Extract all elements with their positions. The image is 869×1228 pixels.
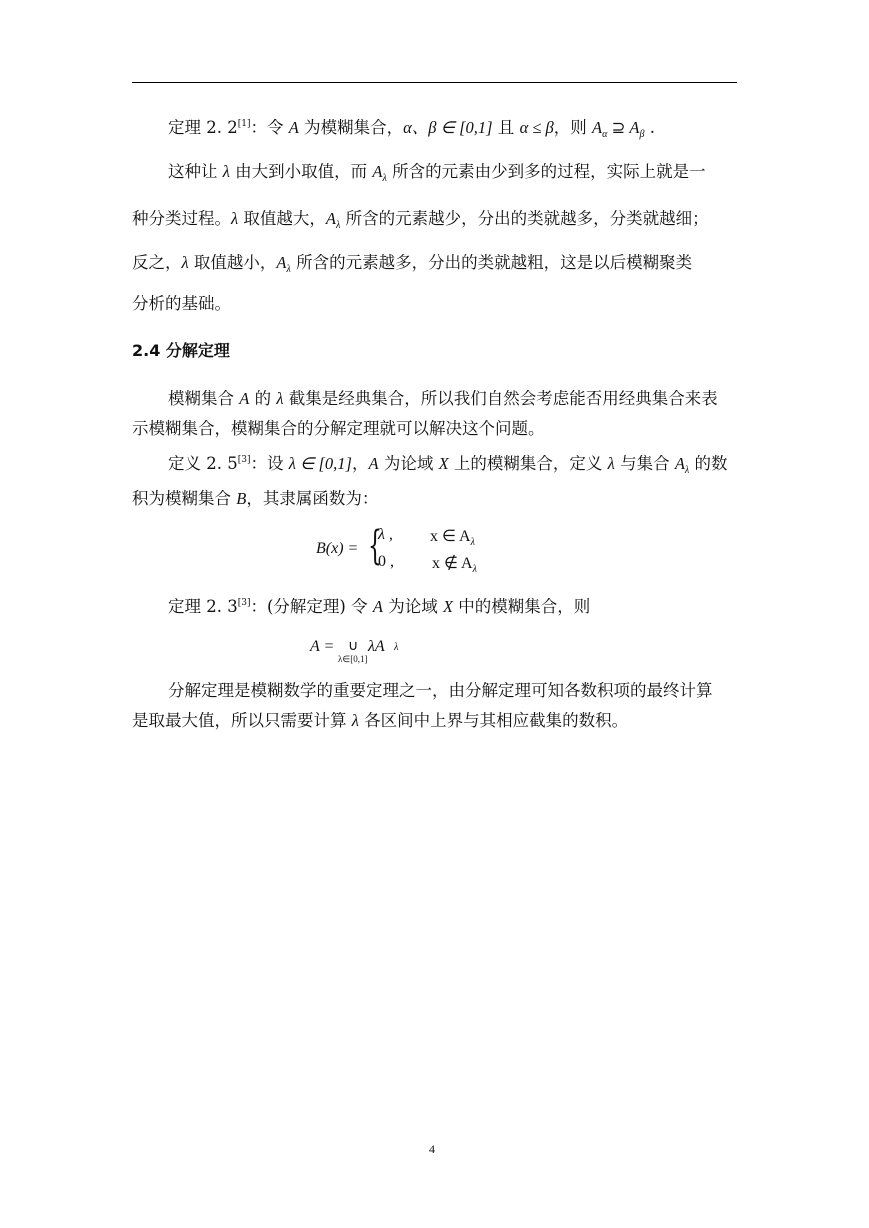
math-A: A [325, 209, 336, 228]
math-X: X [438, 454, 449, 473]
text: 截集是经典集合，所以我们自然会考虑能否用经典集合来表 [283, 389, 718, 408]
math-condition: λ ∈ [0,1] [288, 454, 352, 473]
condition-text: x ∈ A [430, 528, 471, 545]
definition-2-5-line-1 [168, 454, 728, 477]
math-A-beta: A [629, 118, 640, 137]
case-1-value: λ , [378, 526, 393, 543]
theorem-2-2 [168, 118, 655, 141]
theorem-label: 定理 2. 2 [168, 118, 238, 137]
math-lambda: λ [222, 162, 230, 181]
formula-rhs: λA [368, 638, 385, 655]
final-para-line-1 [168, 681, 713, 701]
subscript: λ [684, 465, 690, 476]
text: 示模糊集合，模糊集合的分解定理就可以解决这个问题。 [132, 419, 545, 438]
text: 取值越小， [188, 253, 277, 272]
membership-formula [316, 522, 516, 578]
text: 上的模糊集合，定义 [448, 454, 608, 473]
math-lambda: λ [181, 253, 189, 272]
case-2-condition [432, 553, 477, 573]
text: 这种让 [168, 162, 223, 181]
text: 各区间中上界与其相应截集的数积。 [358, 711, 629, 730]
text: 种分类过程。 [132, 209, 231, 228]
decomp-para-line-1 [168, 389, 718, 409]
math-A: A [368, 454, 379, 473]
lambda-para-line-2 [132, 209, 709, 232]
text: 且 [492, 118, 520, 137]
subscript: λ [286, 264, 291, 275]
header-rule [132, 82, 737, 83]
text: . [644, 118, 655, 137]
text: 所含的元素越多，分出的类就越粗，这是以后模糊聚类 [290, 253, 693, 272]
math-lambda: λ [607, 454, 615, 473]
formula-lhs: A = [310, 638, 335, 655]
math-A: A [674, 454, 685, 473]
subscript: λ [336, 220, 341, 231]
subscript: λ [382, 173, 387, 184]
math-supset: ⊇ [607, 118, 630, 137]
theorem-label: 定理 2. 3 [168, 597, 238, 616]
lambda-para-line-3 [132, 253, 692, 276]
citation-ref: [3] [237, 598, 251, 608]
math-B: B [236, 489, 247, 508]
page-number: 4 [429, 1142, 435, 1156]
subscript: β [639, 129, 645, 140]
text: 为论域 [382, 597, 443, 616]
math-A: A [372, 597, 383, 616]
text: 所含的元素越少，分出的类就越多，分类就越细； [340, 209, 709, 228]
formula-lhs: B(x) = [316, 540, 359, 557]
theorem-2-3 [168, 597, 590, 617]
math-lambda: λ [276, 389, 284, 408]
math-alpha-beta: α、β ∈ [0,1] [403, 118, 493, 137]
text: 分析的基础。 [132, 294, 231, 313]
brace-symbol: { [368, 523, 382, 569]
final-para-line-2 [132, 711, 628, 731]
definition-2-5-line-2 [132, 489, 378, 509]
math-lambda: λ [351, 711, 359, 730]
math-A: A [239, 389, 250, 408]
decomp-para-line-2 [132, 419, 545, 439]
text: 为论域 [378, 454, 439, 473]
case-1-condition [430, 526, 475, 546]
subscript: λ [470, 537, 475, 548]
text: 为模糊集合， [298, 118, 404, 137]
section-heading: 2.4 分解定理 [132, 341, 230, 360]
text: ：(分解定理) 令 [250, 597, 373, 616]
text: 由大到小取值，而 [229, 162, 373, 181]
text: ：设 [250, 454, 289, 473]
text: 的 [249, 389, 277, 408]
citation-ref: [1] [237, 119, 251, 129]
union-symbol: ∪ [348, 639, 359, 654]
math-X: X [442, 597, 454, 616]
citation-ref: [3] [237, 455, 251, 465]
text: 反之， [132, 253, 182, 272]
text: 分解定理是模糊数学的重要定理之一，由分解定理可知各数积项的最终计算 [168, 681, 713, 700]
text: ， [351, 454, 369, 473]
subscript: λ [472, 564, 477, 575]
case-2-value: 0 , [378, 553, 394, 570]
text: 中的模糊集合，则 [453, 597, 591, 616]
lambda-para-line-4 [132, 294, 231, 314]
text: ，则 [553, 118, 592, 137]
math-A-alpha: A [592, 118, 603, 137]
lambda-para-line-1 [168, 162, 706, 185]
text: ：令 [250, 118, 289, 137]
math-A: A [276, 253, 287, 272]
subscript: λ [394, 642, 399, 653]
decomposition-formula [310, 634, 430, 670]
text: 的数 [689, 454, 728, 473]
math-condition: α ≤ β [519, 118, 554, 137]
union-index: λ∈[0,1] [338, 654, 368, 664]
text: 是取最大值，所以只需要计算 [132, 711, 352, 730]
condition-text: x ∉ A [432, 555, 473, 572]
text: ，其隶属函数为： [246, 489, 379, 508]
text: 与集合 [614, 454, 675, 473]
text: 所含的元素由少到多的过程，实际上就是一 [386, 162, 706, 181]
math-A: A [372, 162, 383, 181]
subscript: α [602, 129, 608, 140]
text: 模糊集合 [168, 389, 240, 408]
definition-label: 定义 2. 5 [168, 454, 238, 473]
text: 积为模糊集合 [132, 489, 237, 508]
text: 取值越大， [238, 209, 326, 228]
math-A: A [288, 118, 299, 137]
math-lambda: λ [231, 209, 239, 228]
